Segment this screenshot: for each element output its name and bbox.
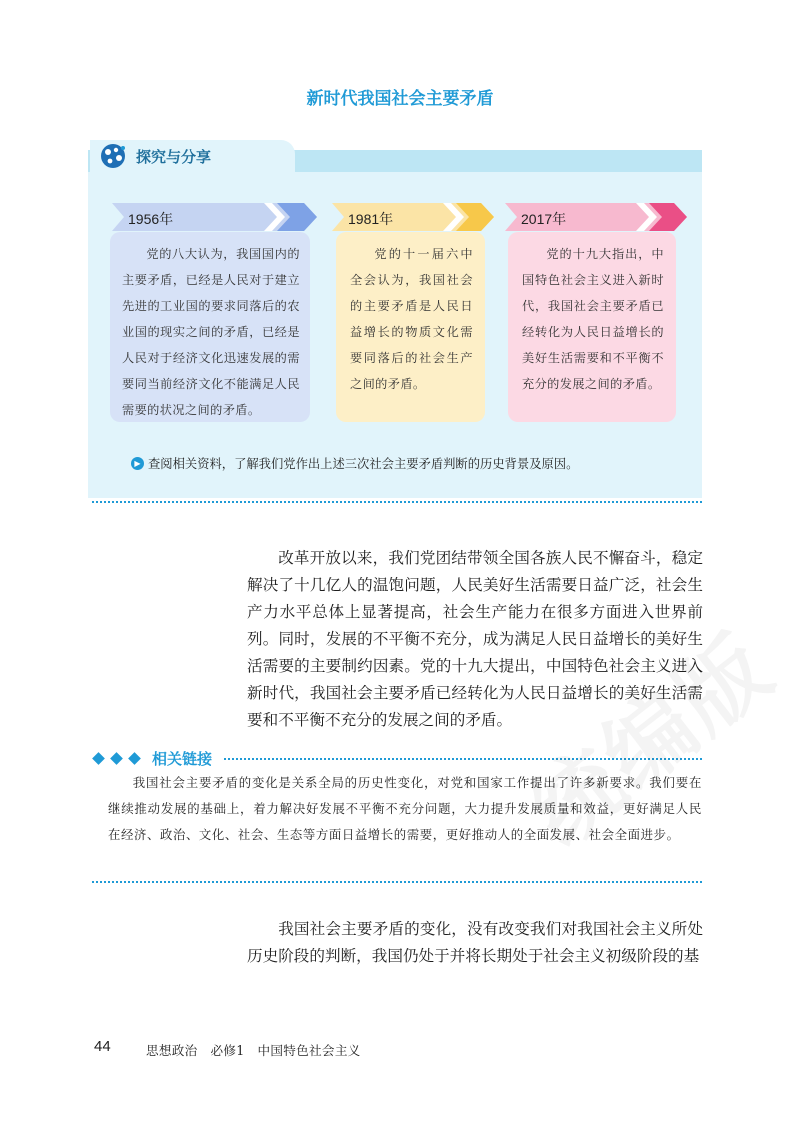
card-2017: [508, 232, 676, 422]
card-1981: [336, 232, 485, 422]
section-title: 新时代我国社会主要矛盾: [306, 89, 494, 109]
play-arrow-icon: ▶: [131, 457, 144, 470]
body-paragraph-text: 我国社会主要矛盾的变化，没有改变我们对我国社会主义所处历史阶段的判断，我国仍处于并将长期处于社会主义初级阶段的基: [247, 920, 703, 965]
diamond-icon: [110, 752, 123, 765]
task-text: 查阅相关资料，了解我们党作出上述三次社会主要矛盾判断的历史背景及原因。: [148, 457, 579, 471]
card-text: 党的十一届六中全会认为，我国社会的主要矛盾是人民日益增长的物质文化需要同落后的社会生产之间的矛盾。: [350, 247, 473, 391]
related-link-title: 相关链接: [152, 750, 213, 768]
diamond-icon: [128, 752, 141, 765]
explore-share-icon: [98, 140, 128, 170]
page-number: 44: [94, 1038, 111, 1055]
running-footer: 思想政治 必修1 中国特色社会主义: [146, 1043, 361, 1058]
related-link-body: [108, 770, 702, 848]
card-text: 党的十九大指出，中国特色社会主义进入新时代，我国社会主要矛盾已经转化为人民日益增长的美好生活需要和不平衡不充分的发展之间的矛盾。: [522, 247, 664, 391]
related-link-bottom-divider: [92, 881, 702, 883]
body-paragraph-text: 改革开放以来，我们党团结带领全国各族人民不懈奋斗，稳定解决了十几亿人的温饱问题，人民美好生活需要日益广泛，社会生产力水平总体上显著提高，社会生产能力在很多方面进入世界前列。同时，发展的不平衡不充分，成为满足人民日益增长的美好生活需要的主要制约因素。党的十九大提出，中国特色社会主义进入新时代，我国社会主要矛盾已经转化为人民日益增长的美好生活需要和不平衡不充分的发展之间的矛盾。: [247, 549, 703, 729]
related-link-rule: [224, 758, 702, 760]
body-paragraph: [247, 916, 703, 970]
body-paragraph: [247, 545, 703, 734]
year-label: 1981年: [348, 211, 394, 227]
related-link-text: 我国社会主要矛盾的变化是关系全局的历史性变化，对党和国家工作提出了许多新要求。我们要在继续推动发展的基础上，着力解决好发展不平衡不充分问题，大力提升发展质量和效益，更好满足人民在经济、政治、文化、社会、生态等方面日益增长的需要，更好推动人的全面发展、社会全面进步。: [108, 775, 702, 842]
card-1956: [110, 232, 310, 422]
diamond-icon: [92, 752, 105, 765]
explore-bottom-divider: [92, 501, 702, 503]
year-label: 1956年: [128, 211, 174, 227]
year-banner-2017: [505, 203, 687, 231]
year-label: 2017年: [521, 211, 567, 227]
explore-label: 探究与分享: [136, 148, 212, 166]
year-banner-1956: [112, 203, 317, 231]
task-line: [131, 454, 578, 472]
related-link-header: [94, 748, 212, 769]
card-text: 党的八大认为，我国国内的主要矛盾，已经是人民对于建立先进的工业国的要求同落后的农业国的现实之间的矛盾，已经是人民对于经济文化迅速发展的需要同当前经济文化不能满足人民需要的状况之间的矛盾。: [122, 247, 300, 417]
year-banner-1981: [332, 203, 494, 231]
